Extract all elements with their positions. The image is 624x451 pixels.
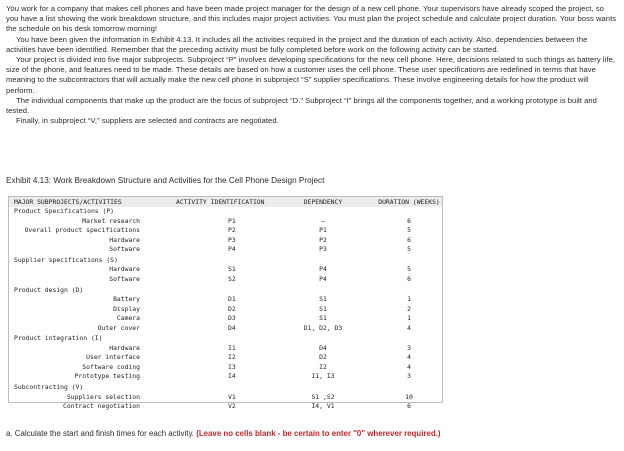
group-row-label: Subcontracting (V) xyxy=(14,383,84,392)
activity-duration: 5 xyxy=(407,245,411,253)
paragraph: Finally, in subproject “V,” suppliers are selected and contracts are negotiated. xyxy=(16,116,279,126)
activity-duration: 2 xyxy=(407,304,411,313)
activity-id: I1 xyxy=(228,343,236,352)
group-row-label: Product design (D) xyxy=(14,285,84,294)
activity-name: Contract negotiation xyxy=(63,402,140,411)
activity-duration: 1 xyxy=(407,314,411,323)
activity-duration: 6 xyxy=(407,274,411,283)
activity-name: Hardware xyxy=(109,265,140,274)
activity-duration: 4 xyxy=(407,362,411,371)
activity-duration: 4 xyxy=(407,353,411,362)
activity-name: Market research xyxy=(82,216,140,225)
activity-dependency: D4 xyxy=(319,343,327,352)
wbs-table xyxy=(8,196,443,411)
activity-duration: 1 xyxy=(407,295,411,304)
activity-dependency: P2 xyxy=(319,235,327,244)
activity-id: I3 xyxy=(228,362,236,371)
activity-duration: 6 xyxy=(407,402,411,411)
group-row-label: Supplier specifications (S) xyxy=(14,255,118,264)
activity-id: D2 xyxy=(228,304,236,313)
paragraph: You work for a company that makes cell phones and have been made project manager for the design of a new cell phone. Your supervisors have already scoped the project, so you have a list showing the work breakdown structure, and this includes major project activities. You must plan the project schedule and calculate project duration. Your boss wants the schedule on his desk tomorrow morning! xyxy=(6,4,617,34)
activity-dependency: S1 xyxy=(319,304,327,313)
activity-duration: 5 xyxy=(407,226,411,234)
header-activities: MAJOR SUBPROJECTS/ACTIVITIES xyxy=(14,198,122,206)
activity-duration: 6 xyxy=(407,216,411,225)
activity-dependency: I1, I3 xyxy=(311,372,335,381)
activity-id: D4 xyxy=(228,323,236,332)
group-row-label: Product integration (I) xyxy=(14,334,103,343)
group-row-label: Product Specifications (P) xyxy=(14,207,115,215)
activity-id: S2 xyxy=(228,274,236,283)
activity-name: Prototype testing xyxy=(74,372,140,381)
activity-id: P4 xyxy=(228,245,236,253)
activity-dependency: P4 xyxy=(319,265,327,274)
table-header-row xyxy=(9,197,442,207)
activity-dependency: – xyxy=(321,216,325,225)
header-duration: DURATION (WEEKS) xyxy=(378,198,440,206)
activity-duration: 5 xyxy=(407,265,411,274)
activity-dependency: P3 xyxy=(319,245,327,253)
question-text: a. Calculate the start and finish times for each activity. xyxy=(6,429,194,438)
header-activity-id: ACTIVITY IDENTIFICATION xyxy=(176,198,265,206)
exhibit-title: Exhibit 4.13: Work Breakdown Structure and Activities for the Cell Phone Design Project xyxy=(6,176,325,185)
activity-name: Software xyxy=(109,245,140,253)
activity-name: Hardware xyxy=(109,343,140,352)
activity-duration: 10 xyxy=(405,392,413,401)
activity-id: V2 xyxy=(228,402,236,411)
activity-dependency: P4 xyxy=(319,274,327,283)
activity-id: D1 xyxy=(228,295,236,304)
activity-name: Outer cover xyxy=(97,323,140,332)
activity-name: Battery xyxy=(113,295,140,304)
activity-dependency: I2 xyxy=(319,362,327,371)
activity-name: Display xyxy=(113,304,140,313)
activity-dependency: D1, D2, D3 xyxy=(303,323,343,332)
paragraph: You have been given the information in Exhibit 4.13. It includes all the activities required in the project and the duration of each activity. Also, dependencies between the activities have been identified. Remember that the preceding activity must be fully completed before work on the following activity can be started. xyxy=(6,34,588,54)
activity-name: Hardware xyxy=(109,235,140,244)
activity-duration: 3 xyxy=(407,343,411,352)
activity-id: P2 xyxy=(228,226,236,234)
activity-name: Software xyxy=(109,274,140,283)
activity-dependency: I4, V1 xyxy=(311,402,335,411)
paragraph: Your project is divided into five major subprojects. Subproject “P” involves developing specifications for the new cell phone. Here, decisions related to such things as battery life, size of the phone, and features need to be made. These details are based on how a customer uses the cell phone. These user specifications are redefined in terms that have meaning to the subcontractors that will actually make the new cell phone in subproject “S” supplier specifications. These involve engineering details for how the product will perform. xyxy=(6,55,615,95)
activity-id: V1 xyxy=(228,392,236,401)
problem-statement xyxy=(6,4,618,126)
activity-dependency: D2 xyxy=(319,353,327,362)
activity-id: I4 xyxy=(228,372,236,381)
paragraph: The individual components that make up the product are the focus of subproject “D.” Subproject “I” brings all the components together, and a working prototype is built and tested. xyxy=(6,95,597,116)
activity-id: P3 xyxy=(228,235,236,244)
activity-name: Camera xyxy=(116,314,140,323)
activity-id: D3 xyxy=(228,314,236,323)
activity-id: S1 xyxy=(228,265,236,274)
activity-duration: 6 xyxy=(407,235,411,244)
header-dependency: DEPENDENCY xyxy=(303,198,343,206)
question xyxy=(6,429,441,438)
activity-name: User interface xyxy=(86,353,140,362)
activity-id: I2 xyxy=(228,353,236,362)
activity-dependency: S1 xyxy=(319,295,327,304)
activity-id: P1 xyxy=(228,216,236,225)
question-warning: (Leave no cells blank - be certain to enter "0" wherever required.) xyxy=(196,429,441,438)
activity-dependency: S1 ,S2 xyxy=(311,392,335,401)
activity-name: Software coding xyxy=(82,362,140,371)
activity-name: Suppliers selection xyxy=(66,392,140,401)
activity-dependency: S1 xyxy=(319,314,327,323)
activity-duration: 3 xyxy=(407,372,411,381)
activity-duration: 4 xyxy=(407,323,411,332)
activity-name: Overall product specifications xyxy=(24,226,140,234)
activity-dependency: P1 xyxy=(319,226,327,234)
